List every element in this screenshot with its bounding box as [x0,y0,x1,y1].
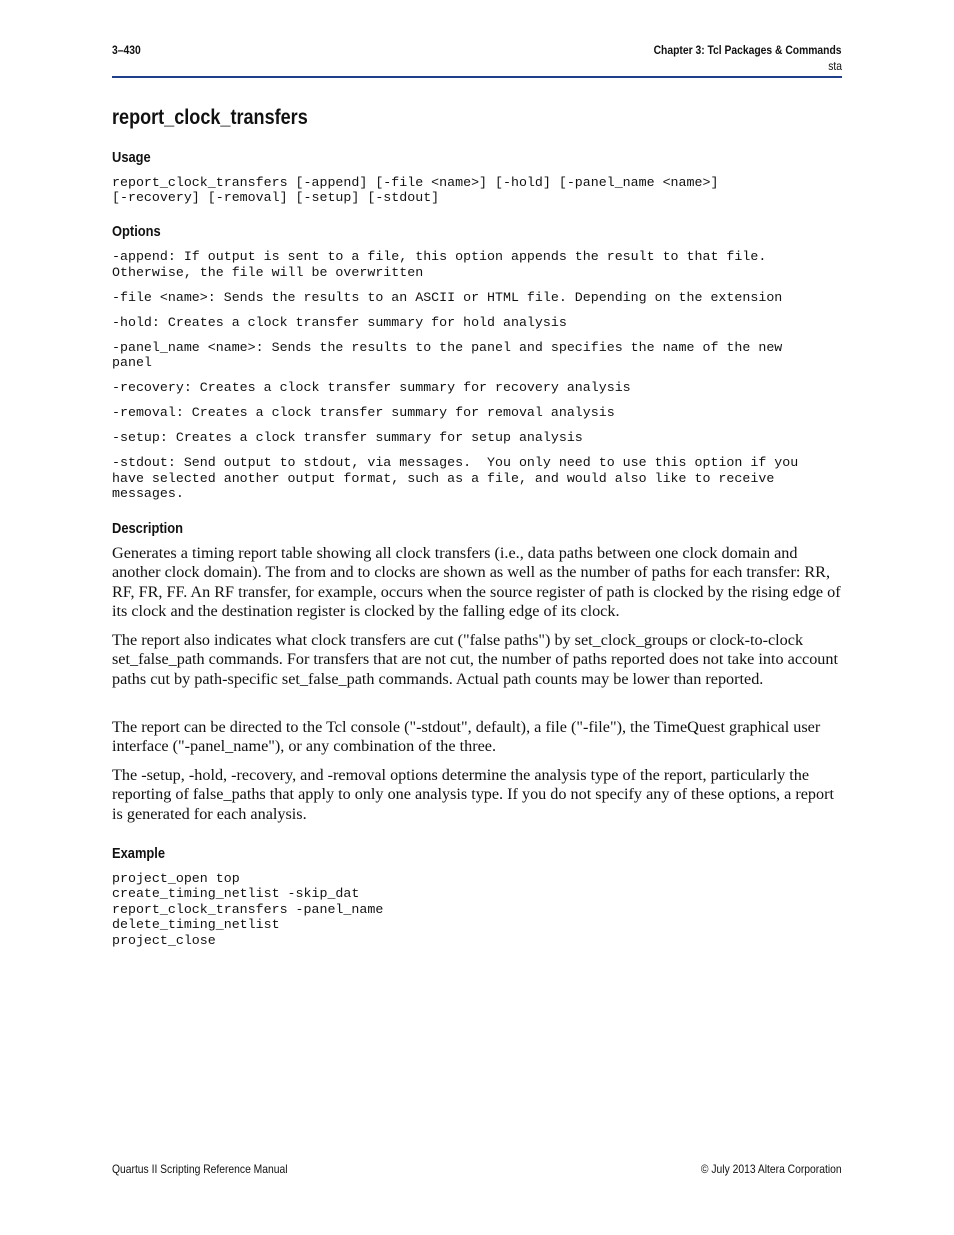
option-recovery: -recovery: Creates a clock transfer summary for recovery analysis [112,380,631,395]
option-stdout-line-1: -stdout: Send output to stdout, via messages. You only need to use this option if you [112,455,799,470]
example-heading: Example [112,845,166,862]
option-append-line-2: Otherwise, the file will be overwritten [112,265,424,280]
page-number: 3–430 [112,43,141,57]
footer-copyright: © July 2013 Altera Corporation [701,1162,842,1176]
options-heading: Options [112,223,161,240]
example-line-2: create_timing_netlist -skip_dat [112,886,360,901]
option-setup: -setup: Creates a clock transfer summary for setup analysis [112,430,583,445]
description-paragraph-1: Generates a timing report table showing all clock transfers (i.e., data paths between one clock domain and another clock domain). The from and to clocks are shown as well as the number of paths for each transfer: RR, RF, FR, FF. An RF transfer, for example, occurs when the source register of path is clocked by the rising edge of its clock and the destination register is clocked by the falling edge of its clock. [112,544,841,621]
chapter-title: Chapter 3: Tcl Packages & Commands [654,43,842,57]
footer-manual-title: Quartus II Scripting Reference Manual [112,1162,288,1176]
option-hold: -hold: Creates a clock transfer summary for hold analysis [112,315,567,330]
example-line-4: delete_timing_netlist [112,917,280,932]
page-title: report_clock_transfers [112,106,308,129]
option-file: -file <name>: Sends the results to an ASCII or HTML file. Depending on the extension [112,290,783,305]
description-heading: Description [112,520,183,537]
description-paragraph-2: The report also indicates what clock transfers are cut ("false paths") by set_clock_groups or clock-to-clock set_false_path commands. For transfers that are not cut, the number of paths reported does not take into account paths cut by path-specific set_false_path commands. Actual path counts may be lower than reported. [112,631,838,688]
description-paragraph-4: The -setup, -hold, -recovery, and -removal options determine the analysis type of the report, particularly the reporting of false_paths that apply to only one analysis type. If you do not specify any of these options, a report is generated for each analysis. [112,766,834,823]
option-append-line-1: -append: If output is sent to a file, this option appends the result to that file. [112,249,767,264]
description-paragraph-3: The report can be directed to the Tcl console ("-stdout", default), a file ("-file"), the TimeQuest graphical user interface ("-panel_name"), or any combination of the three. [112,718,821,756]
header-rule [112,76,842,78]
usage-line-1: report_clock_transfers [-append] [-file <name>] [-hold] [-panel_name <name>] [112,175,719,190]
usage-heading: Usage [112,149,151,166]
example-line-1: project_open top [112,871,240,886]
option-stdout-line-2: have selected another output format, such as a file, and would also like to receive [112,471,775,486]
example-line-3: report_clock_transfers -panel_name [112,902,384,917]
example-line-5: project_close [112,933,216,948]
option-removal: -removal: Creates a clock transfer summary for removal analysis [112,405,615,420]
usage-line-2: [-recovery] [-removal] [-setup] [-stdout] [112,190,440,205]
option-panel-name-line-2: panel [112,355,152,370]
option-panel-name-line-1: -panel_name <name>: Sends the results to the panel and specifies the name of the new [112,340,783,355]
package-name: sta [828,59,842,73]
option-stdout-line-3: messages. [112,486,184,501]
